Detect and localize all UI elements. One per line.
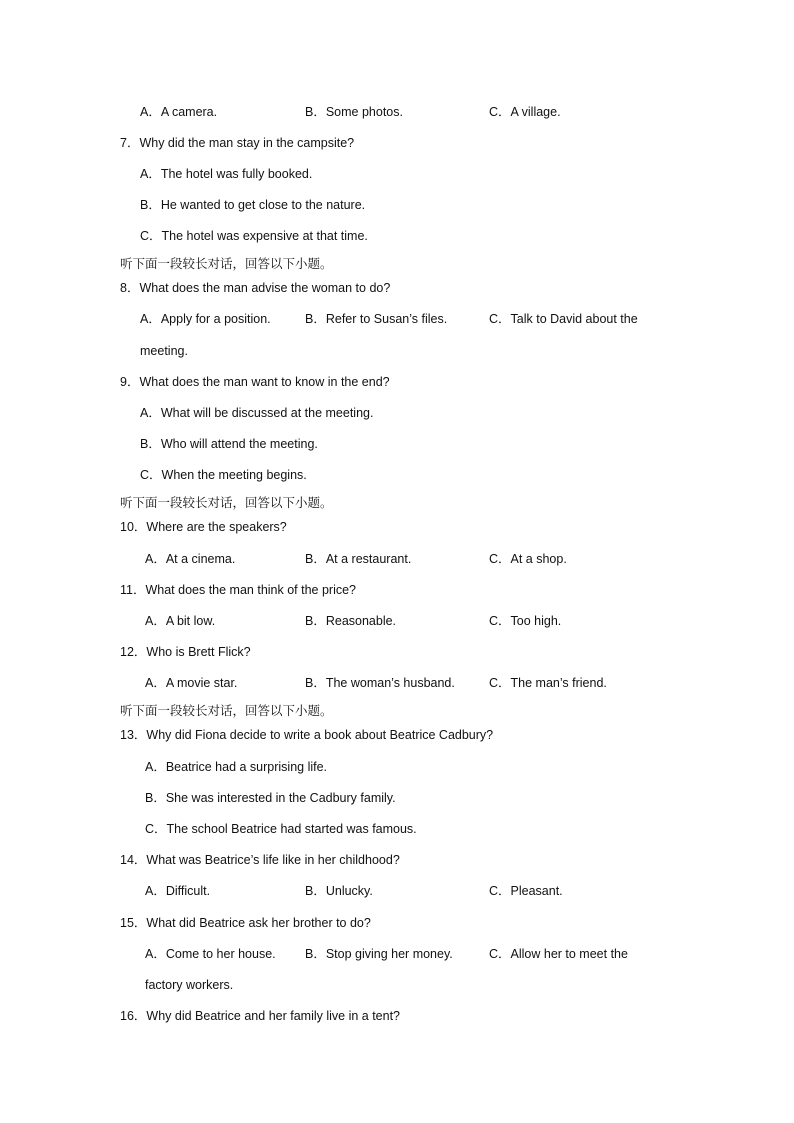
section-instruction-1: 听下面一段较长对话，回答以下小题。 bbox=[120, 256, 333, 271]
q7-option-c: C．The hotel was expensive at that time. bbox=[140, 229, 368, 243]
q12-option-b: B．The woman’s husband. bbox=[305, 676, 455, 690]
q15-option-b: B．Stop giving her money. bbox=[305, 947, 453, 961]
q15-option-a: A．Come to her house. bbox=[145, 947, 276, 961]
q12-option-a: A．A movie star. bbox=[145, 676, 238, 690]
q10-option-c: C．At a shop. bbox=[489, 552, 567, 566]
q11-option-c: C．Too high. bbox=[489, 614, 562, 628]
q14-option-a: A．Difficult. bbox=[145, 884, 211, 898]
q11-option-b: B．Reasonable. bbox=[305, 614, 397, 628]
q12-stem: 12．Who is Brett Flick? bbox=[120, 645, 251, 659]
q8-option-c: C．Talk to David about the bbox=[489, 312, 638, 326]
q11-option-a: A．A bit low. bbox=[145, 614, 216, 628]
q10-option-b: B．At a restaurant. bbox=[305, 552, 412, 566]
q11-stem: 11．What does the man think of the price? bbox=[120, 583, 357, 597]
q9-stem: 9．What does the man want to know in the end? bbox=[120, 375, 390, 389]
q14-option-b: B．Unlucky. bbox=[305, 884, 373, 898]
q8-option-b: B．Refer to Susan’s files. bbox=[305, 312, 448, 326]
q10-option-a: A．At a cinema. bbox=[145, 552, 236, 566]
q15-option-c-continued: factory workers. bbox=[145, 978, 234, 992]
q9-option-b: B．Who will attend the meeting. bbox=[140, 437, 318, 451]
q14-stem: 14．What was Beatrice’s life like in her childhood? bbox=[120, 853, 400, 867]
q16-stem: 16．Why did Beatrice and her family live in a tent? bbox=[120, 1009, 400, 1023]
section-instruction-2: 听下面一段较长对话，回答以下小题。 bbox=[120, 495, 333, 510]
q15-option-c: C．Allow her to meet the bbox=[489, 947, 628, 961]
section-instruction-3: 听下面一段较长对话，回答以下小题。 bbox=[120, 703, 333, 718]
q14-option-c: C．Pleasant. bbox=[489, 884, 563, 898]
q7-stem: 7．Why did the man stay in the campsite? bbox=[120, 136, 355, 150]
q13-stem: 13．Why did Fiona decide to write a book about Beatrice Cadbury? bbox=[120, 728, 494, 742]
q8-option-a: A．Apply for a position. bbox=[140, 312, 271, 326]
q8-option-c-continued: meeting. bbox=[140, 344, 188, 358]
q10-stem: 10．Where are the speakers? bbox=[120, 520, 287, 534]
q12-option-c: C．The man’s friend. bbox=[489, 676, 607, 690]
q6-option-c: C．A village. bbox=[489, 105, 561, 119]
q7-option-b: B．He wanted to get close to the nature. bbox=[140, 198, 366, 212]
q8-stem: 8．What does the man advise the woman to do? bbox=[120, 281, 391, 295]
q6-option-b: B．Some photos. bbox=[305, 105, 403, 119]
q9-option-a: A．What will be discussed at the meeting. bbox=[140, 406, 374, 420]
q15-stem: 15．What did Beatrice ask her brother to do? bbox=[120, 916, 371, 930]
q6-option-a: A．A camera. bbox=[140, 105, 218, 119]
q13-option-c: C．The school Beatrice had started was famous. bbox=[145, 822, 417, 836]
q9-option-c: C．When the meeting begins. bbox=[140, 468, 307, 482]
q7-option-a: A．The hotel was fully booked. bbox=[140, 167, 313, 181]
q13-option-b: B．She was interested in the Cadbury family. bbox=[145, 791, 396, 805]
q13-option-a: A．Beatrice had a surprising life. bbox=[145, 760, 328, 774]
